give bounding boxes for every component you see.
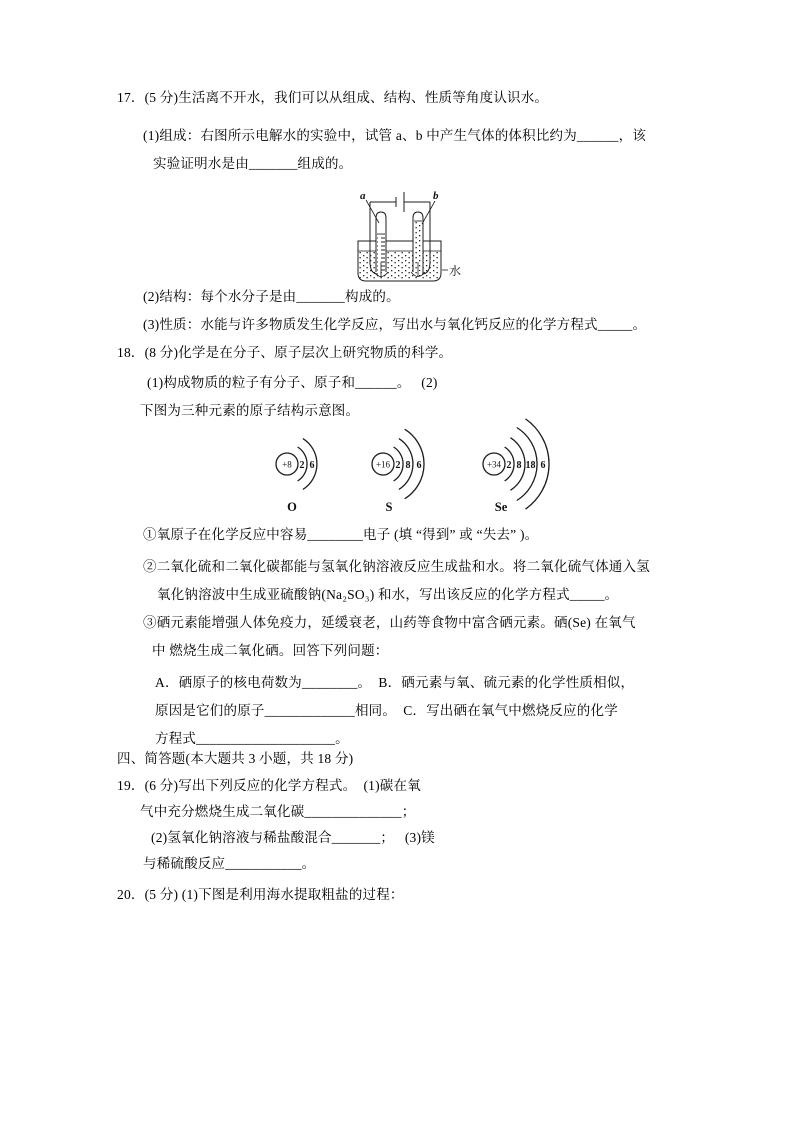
tube-a-label: a [360,190,366,202]
q19-intro: 19．(6 分)写出下列反应的化学方程式。 (1)碳在氧 [117,778,421,793]
tube-a-pointer [366,200,379,223]
q17-part1-line1: (1)组成：右图所示电解水的实验中，试管 a、b 中产生气体的体积比约为______，该 [143,128,647,143]
sulfur-shell-1: 2 [395,460,401,471]
selenium-nucleus-charge: +34 [486,459,502,470]
q17-intro: 17．(5 分)生活离不开水，我们可以从组成、结构、性质等角度认识水。 [117,90,549,105]
atom-selenium [483,419,549,514]
sulfur-shell-3: 6 [416,460,422,471]
tube-b-label: b [433,190,439,202]
q18-intro: 18．(8 分)化学是在分子、原子层次上研究物质的科学。 [117,345,453,360]
tube-b-pointer [422,201,435,224]
q18-sub3-B-C: 原因是它们的原子_____________相同。 C．写出硒在氧气中燃烧反应的化学 [155,703,618,718]
sulfur-symbol: S [385,500,393,514]
q18-sub3-A-B: A．硒原子的核电荷数为________。 B．硒元素与氧、硫元素的化学性质相似， [155,675,635,690]
selenium-shell-4: 6 [540,460,546,471]
atom-sulfur [372,429,424,514]
q19-part2: (2)氢氧化钠溶液与稀盐酸混合_______； (3)镁 [151,830,435,845]
oxygen-nucleus-charge: +8 [282,459,292,470]
sulfur-nucleus-charge: +16 [375,459,391,470]
selenium-symbol: Se [494,500,508,514]
selenium-shell-3: 18 [525,460,536,471]
selenium-shell-2: 8 [516,460,522,471]
water-label: 水 [449,264,462,278]
q18-part2-intro: 下图为三种元素的原子结构示意图。 [140,403,360,418]
selenium-shell-1: 2 [506,460,512,471]
sulfur-shell-2: 8 [405,460,411,471]
atomic-structure-figure [238,418,578,514]
atom-oxygen [276,439,317,514]
q20-intro: 20．(5 分) (1)下图是利用海水提取粗盐的过程： [117,887,404,902]
q18-sub3-line2: 中 燃烧生成二氧化硒。回答下列问题： [152,643,389,658]
q18-sub3-line1: ③硒元素能增强人体免疫力，延缓衰老，山药等食物中富含硒元素。硒(Se) 在氧气 [143,615,636,630]
q17-part3: (3)性质：水能与许多物质发生化学反应，写出水与氧化钙反应的化学方程式_____。 [143,317,647,332]
water-dots [359,252,440,280]
q18-sub3-C-blank: 方程式____________________。 [155,731,349,746]
q18-sub2-line1: ②二氧化硫和二氧化碳都能与氢氧化钠溶液反应生成盐和水。将二氧化硫气体通入氢 [143,559,650,574]
oxygen-shell-2: 6 [309,460,315,471]
q17-part1-line2: 实验证明水是由_______组成的。 [153,156,353,171]
electrolysis-figure [348,184,483,287]
q19-part3-cont: 与稀硫酸反应___________。 [143,856,316,871]
section4-header: 四、简答题(本大题共 3 小题，共 18 分) [117,751,354,766]
q18-sub1: ①氧原子在化学反应中容易________电子 (填 “得到” 或 “失去” )。 [143,527,539,542]
q18-sub2-line2: 氧化钠溶波中生成亚硫酸钠(Na₂SO₃) 和水，写出该反应的化学方程式_____。 [157,587,619,602]
oxygen-symbol: O [287,500,297,514]
q17-part2: (2)结构：每个水分子是由_______构成的。 [143,289,400,304]
oxygen-shell-1: 2 [299,460,305,471]
q18-part1: (1)构成物质的粒子有分子、原子和______。 (2) [147,375,438,390]
q19-part1-cont: 气中充分燃烧生成二氧化碳______________； [140,804,416,819]
